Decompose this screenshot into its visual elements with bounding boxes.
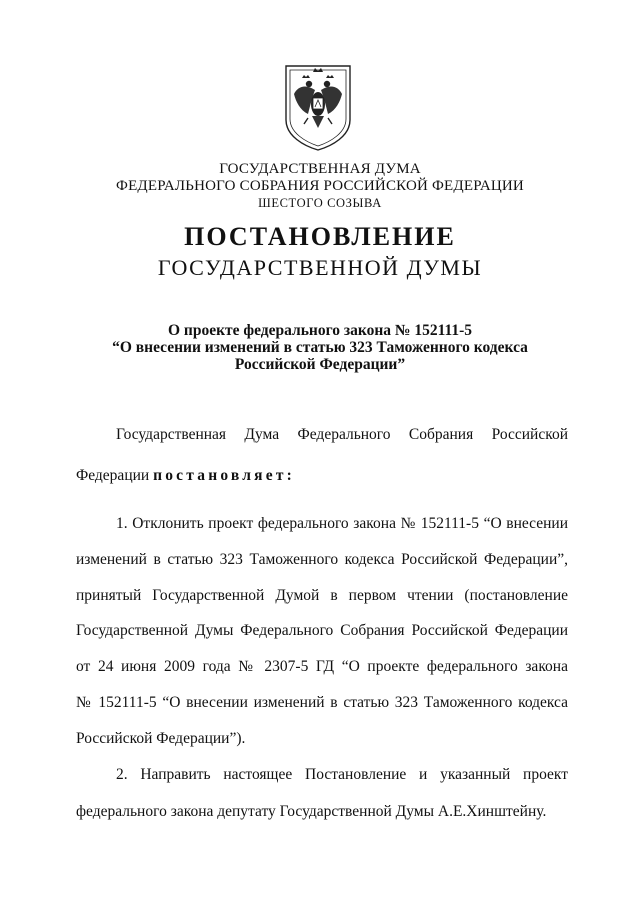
subject-line: “О внесении изменений в статью 323 Таможенного кодекса (112, 339, 528, 356)
paragraph-1-line: № 152111-5 “О внесении изменений в статью 323 Таможенного кодекса (76, 694, 568, 711)
document-subject (0, 322, 640, 373)
paragraph-1-line: принятый Государственной Думой в первом чтении (постановление (76, 587, 568, 604)
intro-line: Государственная Дума Федерального Собрания Российской (116, 426, 568, 443)
intro-line-resolves (76, 467, 568, 485)
paragraph-1-line: 1. Отклонить проект федерального закона № 152111-5 “О внесении (116, 515, 568, 532)
paragraph-1-line: изменений в статью 323 Таможенного кодекса Российской Федерации”, (76, 551, 568, 568)
paragraph-2-line: федерального закона депутату Государственной Думы А.Е.Хинштейну. (76, 803, 547, 820)
paragraph-2-line: 2. Направить настоящее Постановление и указанный проект (116, 766, 568, 783)
intro-text: Федерации (76, 467, 154, 484)
header-line-duma: ГОСУДАРСТВЕННАЯ ДУМА (219, 161, 421, 177)
paragraph-1-line: Российской Федерации”). (76, 730, 246, 747)
paragraph-1-line: Государственной Думы Федерального Собрания Российской Федерации (76, 622, 568, 639)
subject-line: О проекте федерального закона № 152111-5 (167, 322, 473, 339)
document-subtitle: ГОСУДАРСТВЕННОЙ ДУМЫ (157, 255, 483, 280)
resolves-word: постановляет: (153, 467, 295, 484)
header-line-convocation: ШЕСТОГО СОЗЫВА (258, 196, 382, 210)
header-line-federal-assembly: ФЕДЕРАЛЬНОГО СОБРАНИЯ РОССИЙСКОЙ ФЕДЕРАЦИИ (116, 178, 524, 194)
subject-line: Российской Федерации” (234, 356, 406, 373)
paragraph-1-line: от 24 июня 2009 года № 2307-5 ГД “О проекте федерального закона (76, 658, 568, 675)
document-title: ПОСТАНОВЛЕНИЕ (184, 222, 456, 251)
russian-coat-of-arms-icon (282, 62, 354, 152)
